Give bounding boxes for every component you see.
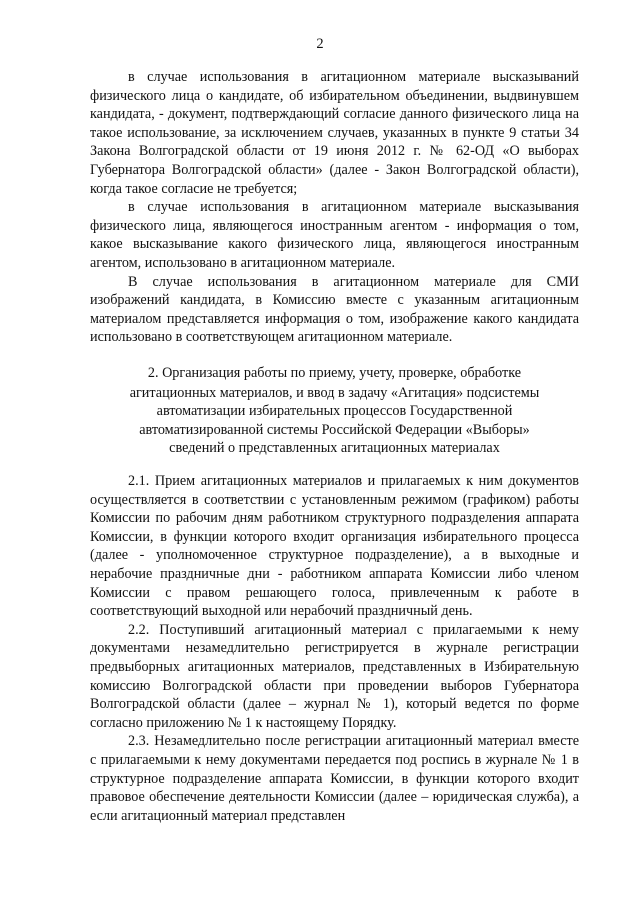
section-heading <box>90 364 579 458</box>
paragraph-2-1: 2.1. Прием агитационных материалов и прилагаемых к ним документов осуществляется в соответствии с установленным режимом (графиком) работы Комиссии по рабочим дням работником структурного подразделения аппарата Комиссии, в функции которого входит организация избирательного процесса (далее - уполномоченное структурное подразделение), а в выходные и нерабочие праздничные дни - работником аппарата Комиссии либо членом Комиссии с правом решающего голоса, привлеченным к работе в соответствующий выходной или нерабочий праздничный день. <box>90 473 579 620</box>
paragraph-quotes-consent: в случае использования в агитационном материале высказываний физического лица о кандидате, об избирательном объединении, выдвинувшем кандидата, - документ, подтверждающий согласие данного физического лица на такое использование, за исключением случаев, указанных в пункте 9 статьи 34 Закона Волгоградской области от 19 июня 2012 г. № 62-ОД «О выборах Губернатора Волгоградской области» (далее - Закон Волгоградской области), когда такое согласие не требуется; <box>90 69 579 197</box>
intro-text-block <box>90 68 579 347</box>
paragraph-2-2: 2.2. Поступивший агитационный материал с прилагаемыми к нему документами незамедлительно регистрируется в журнале регистрации предвыборных агитационных материалов, представленных в Избирательную комиссию Волгоградской области при проведении выборов Губернатора Волгоградской области (далее – журнал № 1), который ведется по форме согласно приложению № 1 к настоящему Порядку. <box>90 621 579 731</box>
section-text-block <box>90 472 579 825</box>
section-heading-line: автоматизации избирательных процессов Государственной <box>156 403 513 420</box>
section-heading-line: сведений о представленных агитационных материалах <box>169 440 500 457</box>
paragraph-foreign-agent: в случае использования в агитационном материале высказывания физического лица, являющегося иностранным агентом - информация о том, какое высказывание какого физического лица, являющегося иностранным агентом, использовано в агитационном материале. <box>90 199 579 271</box>
section-heading-line: 2. Организация работы по приему, учету, проверке, обработке <box>147 365 522 381</box>
section-heading-line: автоматизированной системы Российской Федерации «Выборы» <box>139 421 530 438</box>
paragraph-candidate-image: В случае использования в агитационном материале для СМИ изображений кандидата, в Комиссию вместе с указанным агитационным материалом представляется информация о том, изображение какого кандидата использовано в соответствующем агитационном материале. <box>90 273 579 346</box>
page-number: 2 <box>316 36 324 52</box>
paragraph-2-3: 2.3. Незамедлительно после регистрации агитационный материал вместе с прилагаемыми к нему документами передается под роспись в журнале № 1 в структурное подразделение аппарата Комиссии, в функции которого входит правовое обеспечение деятельности Комиссии (далее – юридическая служба), а если агитационный материал представлен <box>90 733 579 824</box>
section-heading-line: агитационных материалов, и ввод в задачу «Агитация» подсистемы <box>129 384 540 401</box>
